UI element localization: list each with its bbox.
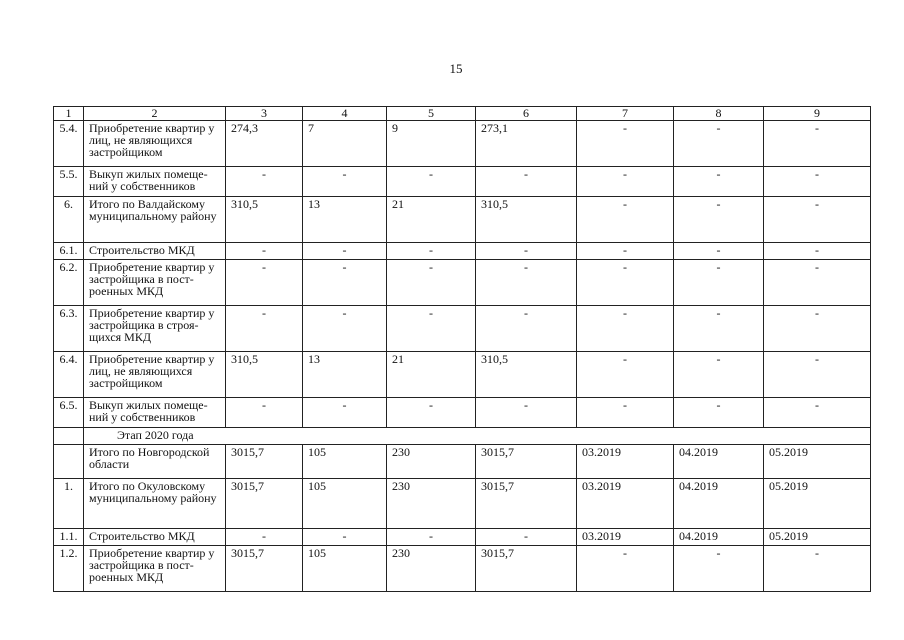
- value-cell-col-3: -: [226, 529, 303, 546]
- value-cell-col-8: -: [674, 167, 764, 197]
- value-cell-col-7: -: [577, 197, 674, 243]
- value-cell-col-4: 13: [303, 352, 387, 398]
- value-cell-col-3: -: [226, 260, 303, 306]
- value-cell-col-5: 230: [387, 546, 476, 592]
- row-number-cell: 6.5.: [54, 398, 84, 428]
- value-cell-col-7: 03.2019: [577, 529, 674, 546]
- column-number-9: 9: [764, 107, 871, 121]
- value-cell-col-5: -: [387, 529, 476, 546]
- row-number-cell: 1.2.: [54, 546, 84, 592]
- value-cell-col-9: -: [764, 306, 871, 352]
- row-number-cell: 6.: [54, 197, 84, 243]
- table-row: [54, 398, 871, 428]
- value-cell-col-8: -: [674, 306, 764, 352]
- value-cell-col-6: -: [476, 398, 577, 428]
- row-name-cell: Приобретение квартир у застройщика в пост-роенных МКД: [84, 546, 226, 592]
- table-row: [54, 243, 871, 260]
- value-cell-col-5: -: [387, 167, 476, 197]
- value-cell-col-7: 03.2019: [577, 445, 674, 479]
- row-name-cell: Выкуп жилых помеще-ний у собственников: [84, 167, 226, 197]
- value-cell-col-4: 13: [303, 197, 387, 243]
- column-number-8: 8: [674, 107, 764, 121]
- value-cell-col-5: 21: [387, 352, 476, 398]
- table-row: [54, 306, 871, 352]
- value-cell-col-5: 21: [387, 197, 476, 243]
- table-row: [54, 479, 871, 529]
- value-cell-col-4: 105: [303, 546, 387, 592]
- value-cell-col-6: -: [476, 529, 577, 546]
- value-cell-col-8: -: [674, 546, 764, 592]
- table-header-row: [54, 107, 871, 121]
- row-name-cell: Итого по Новгородской области: [84, 445, 226, 479]
- data-table: [53, 106, 871, 592]
- value-cell-col-5: -: [387, 243, 476, 260]
- value-cell-col-4: 105: [303, 445, 387, 479]
- row-name-cell: Приобретение квартир у застройщика в строя-щихся МКД: [84, 306, 226, 352]
- value-cell-col-7: -: [577, 352, 674, 398]
- value-cell-col-6: 3015,7: [476, 445, 577, 479]
- value-cell-col-4: -: [303, 529, 387, 546]
- value-cell-col-7: -: [577, 260, 674, 306]
- row-name-cell: Строительство МКД: [84, 243, 226, 260]
- value-cell-col-4: 7: [303, 121, 387, 167]
- value-cell-col-6: 310,5: [476, 197, 577, 243]
- value-cell-col-3: -: [226, 243, 303, 260]
- value-cell-col-8: -: [674, 260, 764, 306]
- column-number-4: 4: [303, 107, 387, 121]
- value-cell-col-4: 105: [303, 479, 387, 529]
- row-name-cell: Приобретение квартир у лиц, не являющихся застройщиком: [84, 352, 226, 398]
- value-cell-col-8: -: [674, 398, 764, 428]
- value-cell-col-7: -: [577, 243, 674, 260]
- value-cell-col-8: -: [674, 121, 764, 167]
- value-cell-col-9: 05.2019: [764, 529, 871, 546]
- row-name-cell: Итого по Валдайскому муниципальному району: [84, 197, 226, 243]
- value-cell-col-8: 04.2019: [674, 479, 764, 529]
- value-cell-col-9: -: [764, 121, 871, 167]
- value-cell-col-4: -: [303, 398, 387, 428]
- table-row: [54, 529, 871, 546]
- value-cell-col-7: 03.2019: [577, 479, 674, 529]
- table-row: [54, 197, 871, 243]
- stage-heading: Этап 2020 года: [84, 428, 871, 445]
- value-cell-col-3: 3015,7: [226, 479, 303, 529]
- value-cell-col-7: -: [577, 306, 674, 352]
- value-cell-col-8: 04.2019: [674, 445, 764, 479]
- value-cell-col-5: -: [387, 260, 476, 306]
- value-cell-col-7: -: [577, 398, 674, 428]
- value-cell-col-9: -: [764, 197, 871, 243]
- value-cell-col-5: -: [387, 306, 476, 352]
- value-cell-col-5: -: [387, 398, 476, 428]
- value-cell-col-9: -: [764, 546, 871, 592]
- value-cell-col-6: -: [476, 167, 577, 197]
- table-row: [54, 167, 871, 197]
- table-body: [54, 107, 871, 592]
- table-row: [54, 352, 871, 398]
- value-cell-col-6: 3015,7: [476, 479, 577, 529]
- row-number-cell: 5.4.: [54, 121, 84, 167]
- table-row: [54, 546, 871, 592]
- value-cell-col-6: 3015,7: [476, 546, 577, 592]
- column-number-6: 6: [476, 107, 577, 121]
- value-cell-col-6: -: [476, 306, 577, 352]
- row-name-cell: Приобретение квартир у застройщика в пост-роенных МКД: [84, 260, 226, 306]
- value-cell-col-3: -: [226, 167, 303, 197]
- value-cell-col-3: 310,5: [226, 197, 303, 243]
- value-cell-col-4: -: [303, 260, 387, 306]
- row-number-cell: 6.3.: [54, 306, 84, 352]
- value-cell-col-3: 310,5: [226, 352, 303, 398]
- table-row: [54, 260, 871, 306]
- value-cell-col-3: 3015,7: [226, 445, 303, 479]
- row-number-cell: 6.1.: [54, 243, 84, 260]
- table-row: [54, 428, 871, 445]
- value-cell-col-5: 230: [387, 445, 476, 479]
- value-cell-col-6: -: [476, 243, 577, 260]
- value-cell-col-6: 273,1: [476, 121, 577, 167]
- value-cell-col-4: -: [303, 306, 387, 352]
- value-cell-col-5: 230: [387, 479, 476, 529]
- column-number-5: 5: [387, 107, 476, 121]
- value-cell-col-9: -: [764, 352, 871, 398]
- value-cell-col-5: 9: [387, 121, 476, 167]
- value-cell-col-6: -: [476, 260, 577, 306]
- value-cell-col-7: -: [577, 546, 674, 592]
- value-cell-col-3: 274,3: [226, 121, 303, 167]
- value-cell-col-9: -: [764, 243, 871, 260]
- value-cell-col-9: -: [764, 260, 871, 306]
- value-cell-col-9: -: [764, 398, 871, 428]
- row-name-cell: Приобретение квартир у лиц, не являющихся застройщиком: [84, 121, 226, 167]
- value-cell-col-8: -: [674, 197, 764, 243]
- table-row: [54, 445, 871, 479]
- row-number-cell: 6.4.: [54, 352, 84, 398]
- value-cell-col-3: -: [226, 306, 303, 352]
- value-cell-col-7: -: [577, 121, 674, 167]
- stage-number-cell: [54, 428, 84, 445]
- column-number-2: 2: [84, 107, 226, 121]
- row-number-cell: 6.2.: [54, 260, 84, 306]
- value-cell-col-9: 05.2019: [764, 445, 871, 479]
- value-cell-col-8: -: [674, 352, 764, 398]
- value-cell-col-7: -: [577, 167, 674, 197]
- value-cell-col-4: -: [303, 167, 387, 197]
- row-name-cell: Итого по Окуловскому муниципальному району: [84, 479, 226, 529]
- value-cell-col-3: -: [226, 398, 303, 428]
- row-name-cell: Строительство МКД: [84, 529, 226, 546]
- value-cell-col-9: 05.2019: [764, 479, 871, 529]
- column-number-3: 3: [226, 107, 303, 121]
- column-number-7: 7: [577, 107, 674, 121]
- column-number-1: 1: [54, 107, 84, 121]
- row-number-cell: 1.: [54, 479, 84, 529]
- value-cell-col-3: 3015,7: [226, 546, 303, 592]
- table-row: [54, 121, 871, 167]
- page-number: 15: [449, 61, 463, 76]
- row-number-cell: 1.1.: [54, 529, 84, 546]
- value-cell-col-6: 310,5: [476, 352, 577, 398]
- value-cell-col-4: -: [303, 243, 387, 260]
- value-cell-col-8: -: [674, 243, 764, 260]
- value-cell-col-8: 04.2019: [674, 529, 764, 546]
- row-name-cell: Выкуп жилых помеще-ний у собственников: [84, 398, 226, 428]
- value-cell-col-9: -: [764, 167, 871, 197]
- row-number-cell: [54, 445, 84, 479]
- row-number-cell: 5.5.: [54, 167, 84, 197]
